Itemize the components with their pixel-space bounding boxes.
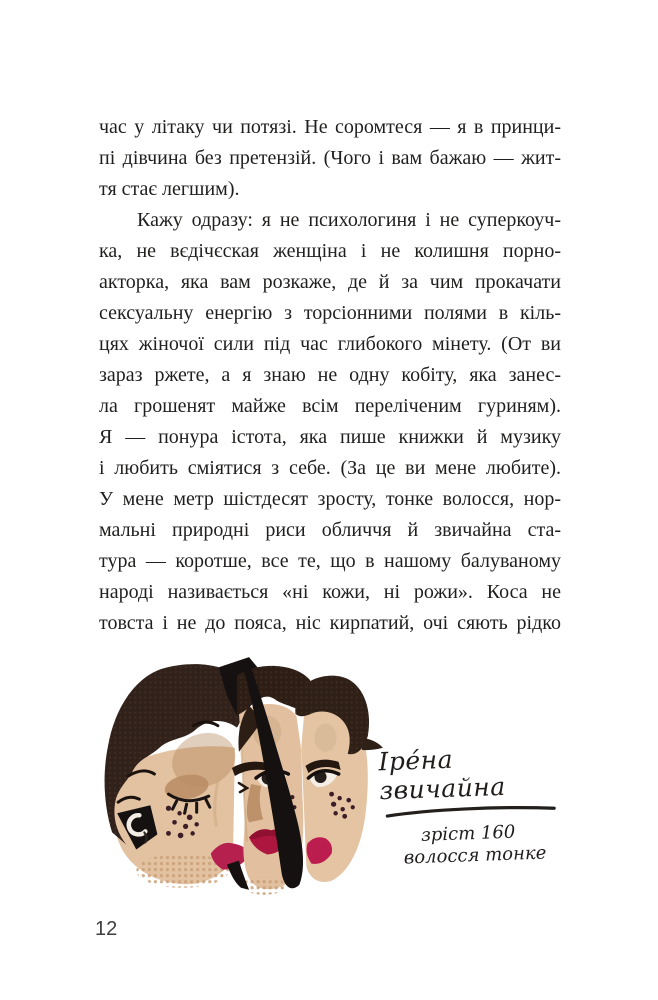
text-line: Кажу одразу: я не психологиня і не суперкоуч- bbox=[137, 209, 561, 231]
text-line: ка, не вєдічєская женщіна і не колишня порно- bbox=[99, 240, 561, 262]
text-line: Я — понура істота, яка пише книжки й музику bbox=[99, 426, 561, 448]
page-number: 12 bbox=[95, 918, 118, 940]
text-line: народі називається «ні кожи, ні рожи». Коса не bbox=[99, 581, 561, 603]
caption-title: Іре́на звичайна bbox=[377, 744, 507, 806]
text-line: зараз ржете, а я знаю не одну кобіту, яка занес- bbox=[99, 364, 561, 386]
text-line: ла грошенят майже всім переліченим гуриням). bbox=[99, 395, 561, 417]
text-line: У мене метр шістдесят зросту, тонке волосся, нор- bbox=[99, 488, 561, 510]
caption-height: зріст 160 bbox=[420, 821, 516, 846]
text-line: цях жіночої сили під час глибокого мінету. (От ви bbox=[99, 333, 561, 355]
faces-illustration bbox=[98, 654, 390, 898]
middle-neck-shading bbox=[242, 877, 286, 895]
text-line: час у літаку чи потязі. Не соромтеся — я в принци- bbox=[99, 116, 561, 138]
text-line: пі дівчина без претензій. (Чого і вам бажаю — жит- bbox=[99, 147, 561, 169]
text-line: акторка, яка вам розкаже, де й за чим прокачати bbox=[99, 271, 561, 293]
text-line: товста і не до пояса, ніс кирпатий, очі сяють рідко bbox=[99, 612, 561, 634]
caption-hair: волосся тонке bbox=[403, 842, 547, 869]
text-line: тя стає легшим). bbox=[99, 178, 240, 200]
right-forehead-smudge bbox=[314, 724, 336, 752]
body-text bbox=[99, 112, 561, 639]
handwritten-caption bbox=[370, 740, 579, 869]
caption-underline bbox=[384, 802, 559, 820]
text-line: тура — коротше, все те, що в нашому балуваному bbox=[99, 550, 561, 572]
text-line: сексуальну енергію з торсіонними полями в кіль- bbox=[99, 302, 561, 324]
text-line: мальні природні риси обличчя й звичайна ста- bbox=[99, 519, 561, 541]
text-line: і любить сміятися з себе. (За це ви мене любите). bbox=[99, 457, 561, 479]
